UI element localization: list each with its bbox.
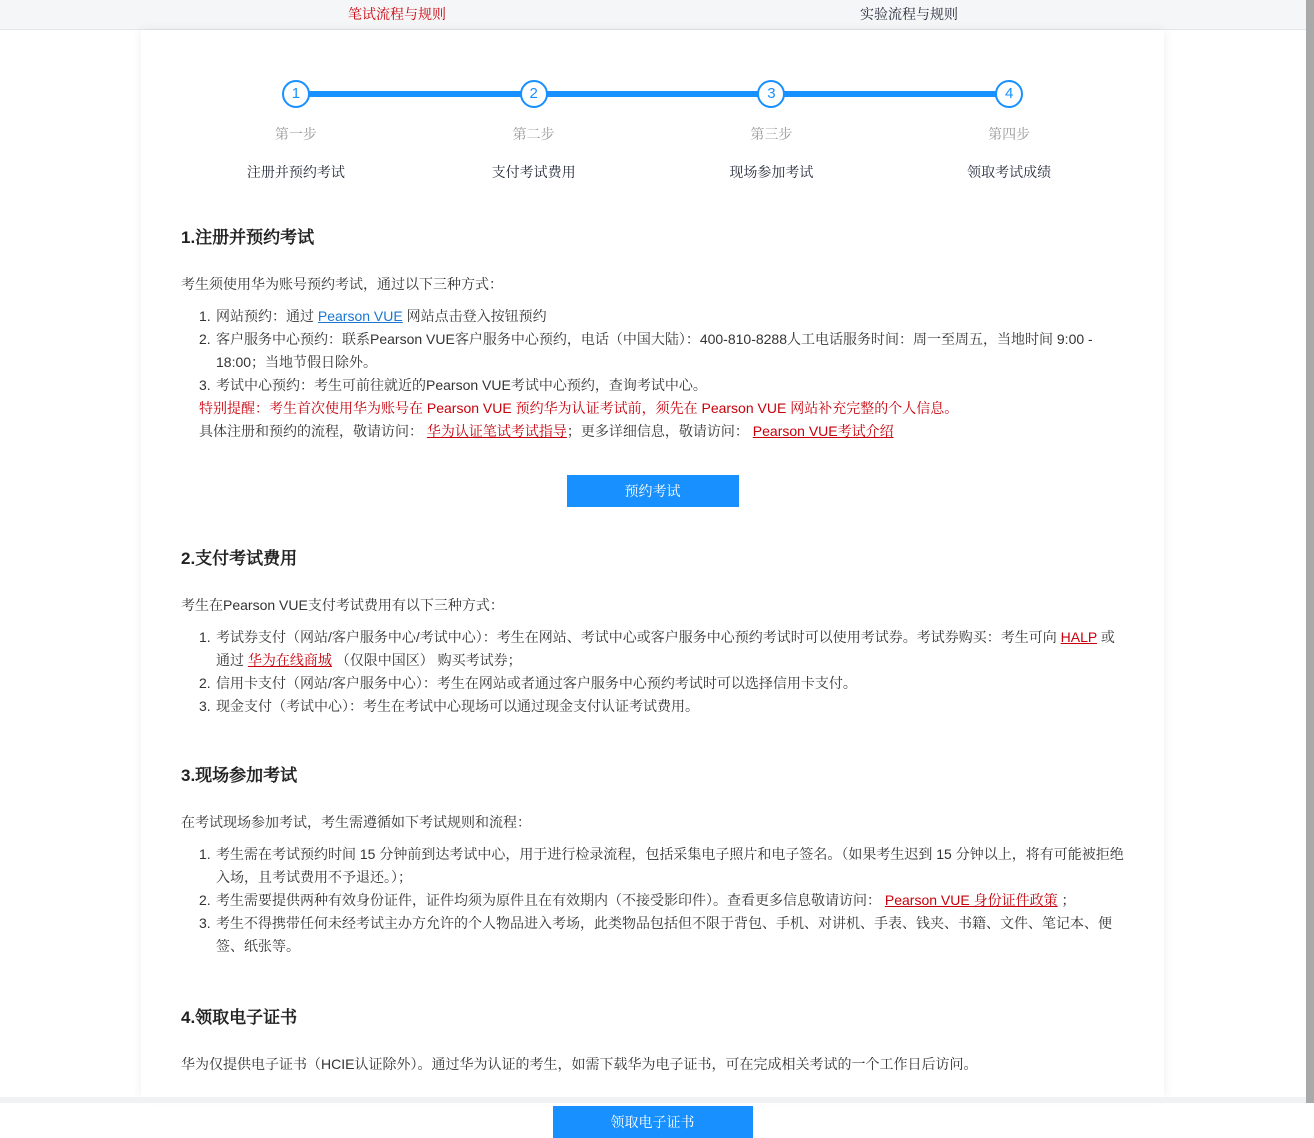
inline-text: 客户服务中心预约：联系Pearson VUE客户服务中心预约，电话（中国大陆）：400-810-8288人工电话服务时间：周一至周五，当地时间 9:00 - 18:00；当地节假日除外。 xyxy=(216,331,1093,370)
list-item xyxy=(181,626,1124,672)
step-4 xyxy=(890,80,1128,182)
content-card xyxy=(141,30,1164,1130)
list-item-marker: 1. xyxy=(199,308,211,324)
section-4-intro: 华为仅提供电子证书（HCIE认证除外）。通过华为认证的考生，如需下载华为电子证书，可在完成相关考试的一个工作日后访问。 xyxy=(181,1056,978,1072)
list-item-marker: 3. xyxy=(199,377,211,393)
list-item xyxy=(181,374,1124,397)
list-item-marker: 2. xyxy=(199,892,211,908)
step-4-label: 第四步 xyxy=(988,126,1031,142)
step-4-circle: 4 xyxy=(995,80,1023,108)
pearson-vue-id-policy-link[interactable]: Pearson VUE 身份证件政策 xyxy=(884,892,1058,908)
inline-text: 网站预约：通过 xyxy=(216,308,318,324)
step-2-circle: 2 xyxy=(520,80,548,108)
inline-text: 现金支付（考试中心）：考生在考试中心现场可以通过现金支付认证考试费用。 xyxy=(216,698,699,714)
list-item-text xyxy=(216,328,1124,374)
top-tab-bar xyxy=(0,0,1314,30)
list-item-marker: 1. xyxy=(199,629,211,645)
section-4-heading: 4.领取电子证书 xyxy=(181,1008,298,1027)
step-2 xyxy=(415,80,653,182)
book-exam-button[interactable]: 预约考试 xyxy=(567,475,739,507)
inline-text: 考试中心预约：考生可前往就近的Pearson VUE考试中心预约，查询考试中心。 xyxy=(216,377,707,393)
halp-link[interactable]: HALP xyxy=(1060,629,1097,645)
list-item-text xyxy=(216,695,1124,718)
list-item-marker: 1. xyxy=(199,846,211,862)
step-2-label: 第二步 xyxy=(512,126,555,142)
inline-text: ； xyxy=(1057,892,1076,908)
tab-lab-exam-rules[interactable]: 实验流程与规则 xyxy=(860,6,958,22)
section-2-intro: 考生在Pearson VUE支付考试费用有以下三种方式： xyxy=(181,597,504,613)
inline-text: ；更多详细信息，敬请访问： xyxy=(566,423,753,439)
step-3-circle: 3 xyxy=(757,80,785,108)
section-3-heading: 3.现场参加考试 xyxy=(181,766,298,785)
section-1-intro: 考生须使用华为账号预约考试，通过以下三种方式： xyxy=(181,276,503,292)
step-1-label: 第一步 xyxy=(274,126,317,142)
list-item xyxy=(181,843,1124,889)
list-item xyxy=(181,912,1124,958)
list-item-marker: 2. xyxy=(199,675,211,691)
section-1-heading: 1.注册并预约考试 xyxy=(181,228,315,247)
scrollbar[interactable] xyxy=(1306,0,1314,1103)
tab-written-exam-rules[interactable]: 笔试流程与规则 xyxy=(348,6,446,22)
section-3-list xyxy=(181,843,1124,958)
special-reminder-text: 特别提醒：考生首次使用华为账号在 Pearson VUE 预约华为认证考试前，须先在 Pearson VUE 网站补充完整的个人信息。 xyxy=(199,400,959,416)
get-e-certificate-button[interactable]: 领取电子证书 xyxy=(553,1106,753,1138)
page-bottom-strip xyxy=(0,1097,1314,1103)
list-item xyxy=(181,695,1124,718)
inline-text: 信用卡支付（网站/客户服务中心）：考生在网站或者通过客户服务中心预约考试时可以选择信用卡支付。 xyxy=(216,675,857,691)
step-3-title: 现场参加考试 xyxy=(729,164,814,180)
list-item-text xyxy=(216,672,1124,695)
step-1 xyxy=(177,80,415,182)
list-item-text xyxy=(216,843,1124,889)
section-2-list xyxy=(181,626,1124,718)
exam-process-stepper xyxy=(177,30,1128,182)
inline-text: 考试券支付（网站/客户服务中心/考试中心）：考生在网站、考试中心或客户服务中心预约考试时可以使用考试券。考试券购买：考生可向 xyxy=(216,629,1061,645)
step-3-label: 第三步 xyxy=(750,126,793,142)
step-2-title: 支付考试费用 xyxy=(491,164,576,180)
step-1-circle: 1 xyxy=(282,80,310,108)
list-item xyxy=(181,305,1124,328)
list-item-text xyxy=(216,374,1124,397)
step-1-title: 注册并预约考试 xyxy=(246,164,345,180)
list-item-text xyxy=(216,912,1124,958)
list-item-marker: 2. xyxy=(199,331,211,347)
inline-text: （仅限中国区） 购买考试券； xyxy=(331,652,522,668)
huawei-vmall-link[interactable]: 华为在线商城 xyxy=(247,652,332,668)
inline-text: 考生需在考试预约时间 15 分钟前到达考试中心，用于进行检录流程，包括采集电子照片和电子签名。（如果考生迟到 15 分钟以上，将有可能被拒绝入场，且考试费用不予退还。）； xyxy=(216,846,1124,885)
list-item-text xyxy=(216,889,1124,912)
section-2-heading: 2.支付考试费用 xyxy=(181,549,298,568)
inline-text: 考生需要提供两种有效身份证件，证件均须为原件且在有效期内（不接受影印件）。查看更多信息敬请访问： xyxy=(216,892,885,908)
inline-text: 网站点击登入按钮预约 xyxy=(402,308,547,324)
pearson-vue-intro-link[interactable]: Pearson VUE考试介绍 xyxy=(752,423,894,439)
list-item xyxy=(181,328,1124,374)
list-item-marker: 3. xyxy=(199,915,211,931)
list-item xyxy=(181,889,1124,912)
list-item-text xyxy=(216,626,1124,672)
page-content xyxy=(141,226,1164,1138)
section-1-list xyxy=(181,305,1124,443)
step-3 xyxy=(653,80,891,182)
step-4-title: 领取考试成绩 xyxy=(967,164,1052,180)
list-item xyxy=(181,672,1124,695)
written-exam-guide-link[interactable]: 华为认证笔试考试指导 xyxy=(426,423,567,439)
list-item-text xyxy=(216,305,1124,328)
list-item-marker: 3. xyxy=(199,698,211,714)
registration-guide-text xyxy=(181,420,1124,443)
pearson-vue-link[interactable]: Pearson VUE xyxy=(317,308,403,324)
inline-text: 或通过 xyxy=(216,629,1115,668)
inline-text: 考生不得携带任何未经考试主办方允许的个人物品进入考场，此类物品包括但不限于背包、手机、对讲机、手表、钱夹、书籍、文件、笔记本、便签、纸张等。 xyxy=(216,915,1112,954)
section-3-intro: 在考试现场参加考试，考生需遵循如下考试规则和流程： xyxy=(181,814,531,830)
inline-text: 具体注册和预约的流程，敬请访问： xyxy=(199,423,427,439)
